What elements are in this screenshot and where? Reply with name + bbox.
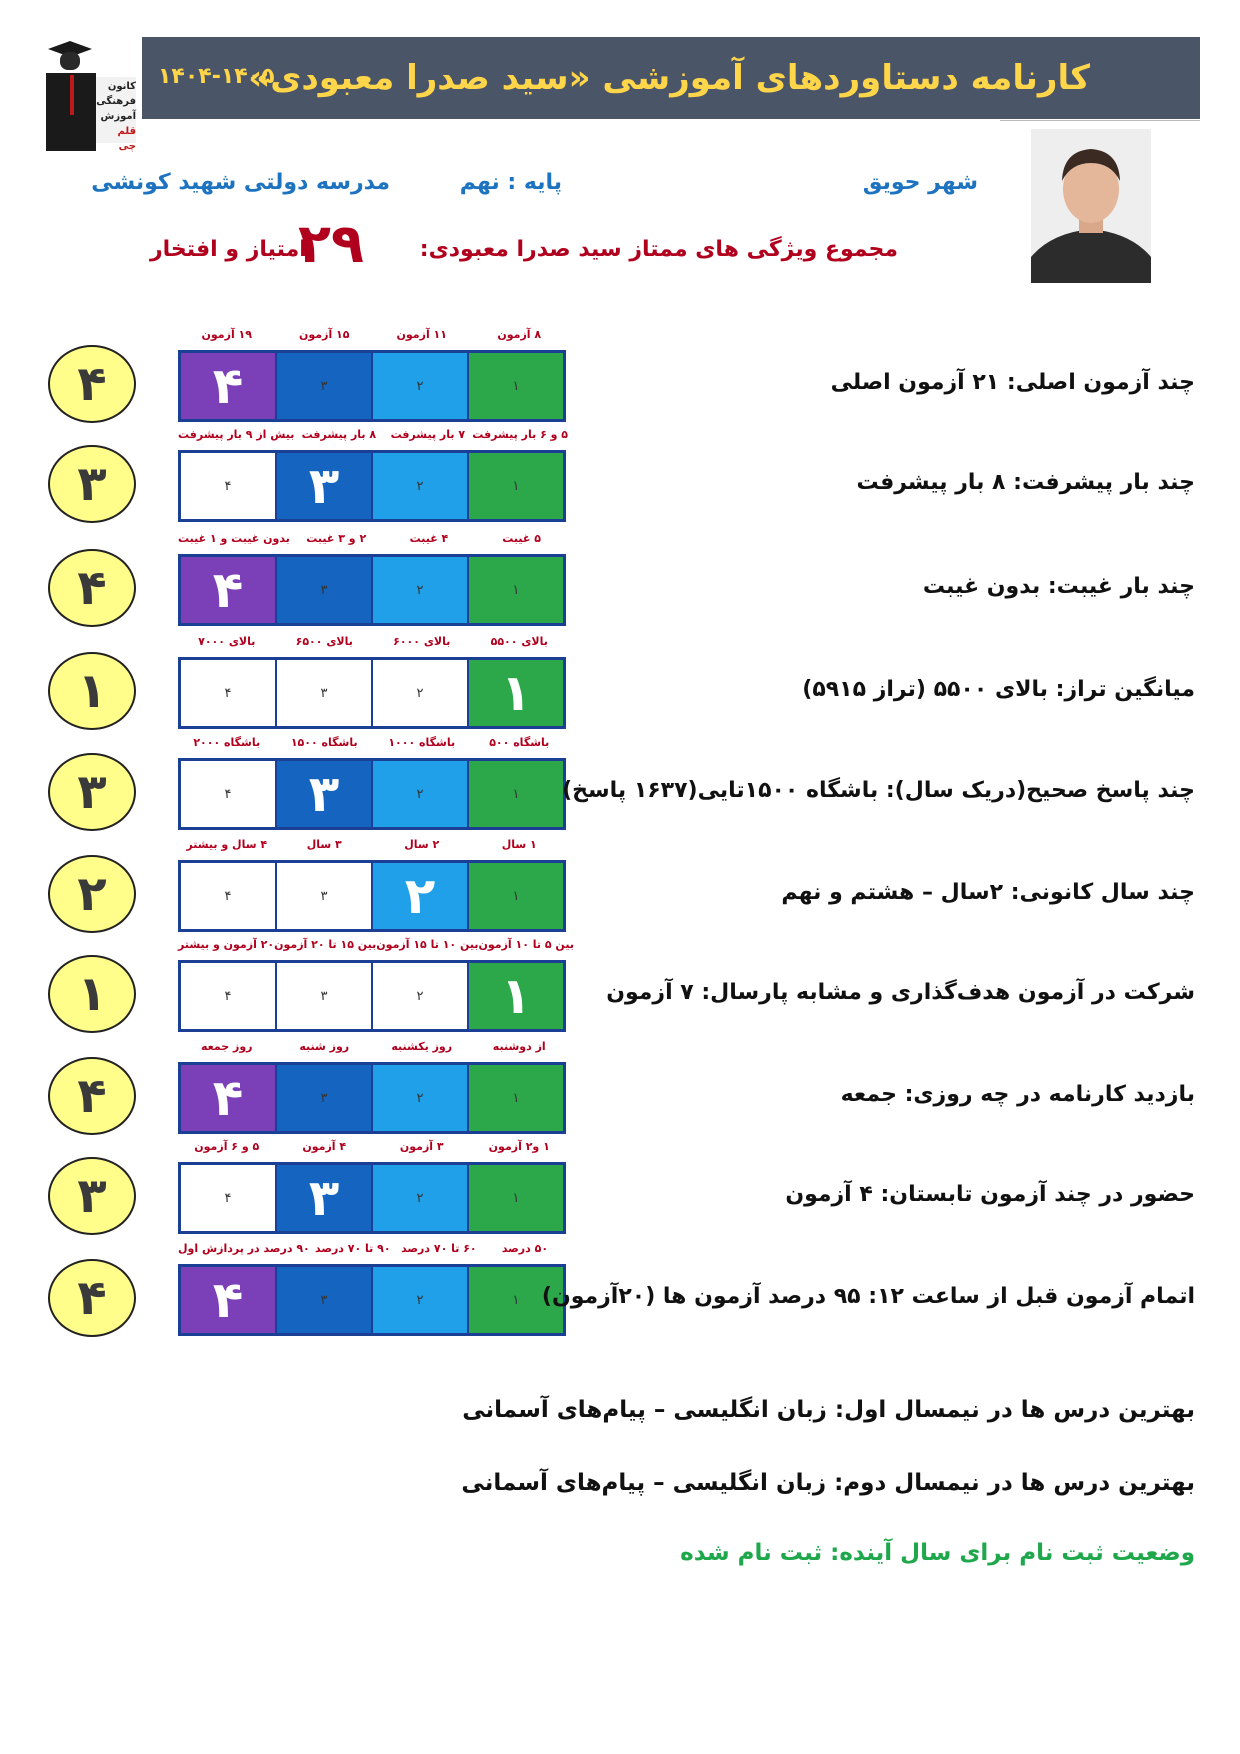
level-cell: ۳: [277, 1065, 371, 1131]
level-label: بالای ۶۵۰۰: [295, 635, 353, 648]
level-cell: ۴: [181, 1165, 275, 1231]
level-cells: [178, 1264, 566, 1336]
level-scale: [178, 532, 568, 619]
city: شهر حویق: [862, 170, 978, 195]
level-labels: [178, 1140, 568, 1160]
student-portrait-icon: [1031, 129, 1151, 283]
level-cells: [178, 350, 566, 422]
grade: پایه : نهم: [459, 170, 562, 195]
level-cell: ۳: [277, 1267, 371, 1333]
best-subjects-first-term: بهترین درس ها در نیمسال اول: زبان انگلیسی – پیام‌های آسمانی: [462, 1397, 1195, 1423]
level-labels: [178, 838, 568, 858]
level-cell: ۲: [373, 761, 467, 827]
criterion-row: [0, 1040, 1240, 1140]
level-cell: ۴: [181, 963, 275, 1029]
level-cell: ۲: [373, 1165, 467, 1231]
row-score-circle: ۴: [48, 549, 136, 627]
level-cell: ۱: [469, 557, 563, 623]
level-cell: ۴: [181, 660, 275, 726]
criterion-statement: چند بار غیبت: بدون غیبت: [922, 574, 1195, 599]
level-cell: ۳: [277, 660, 371, 726]
page-title: کارنامه دستاوردهای آموزشی «سید صدرا معبودی»: [248, 58, 1090, 98]
level-scale: [178, 328, 568, 415]
level-cell: ۲: [373, 1065, 467, 1131]
level-label: از دوشنبه: [492, 1040, 546, 1053]
level-label: ۱۱ آزمون: [396, 328, 447, 341]
level-label: ۴ آزمون: [302, 1140, 347, 1153]
level-cells: [178, 1062, 566, 1134]
header-divider: [1000, 120, 1200, 121]
level-cell: ۱: [469, 1165, 563, 1231]
level-label: باشگاه ۱۰۰۰: [388, 736, 456, 749]
level-cell-selected: ۳: [277, 453, 371, 519]
level-cells: [178, 960, 566, 1032]
level-label: روز شنبه: [299, 1040, 350, 1053]
level-labels: [178, 1242, 568, 1262]
criterion-row: [0, 1140, 1240, 1240]
level-labels: [178, 532, 568, 552]
level-label: روز جمعه: [200, 1040, 253, 1053]
level-label: ۳ سال: [306, 838, 342, 851]
logo-text-line: قلم چی: [117, 126, 136, 152]
level-cell: ۱: [469, 863, 563, 929]
level-cells: [178, 860, 566, 932]
level-cell: ۳: [277, 557, 371, 623]
level-label: ۹۰ تا ۷۰ درصد: [314, 1242, 391, 1255]
criterion-row: [0, 1242, 1240, 1342]
level-labels: [178, 428, 568, 448]
level-cell: ۲: [373, 660, 467, 726]
level-cell-selected: ۱: [469, 660, 563, 726]
level-cell: ۲: [373, 1267, 467, 1333]
sum-label: مجموع ویژگی های ممتاز سید صدرا معبودی:: [419, 237, 898, 262]
row-score-circle: ۱: [48, 652, 136, 730]
criterion-row: [0, 428, 1240, 528]
level-cell: ۲: [373, 453, 467, 519]
level-label: ۹۰ درصد در پردازش اول: [178, 1242, 310, 1255]
criterion-statement: اتمام آزمون قبل از ساعت ۱۲: ۹۵ درصد آزمون ها (۲۰آزمون): [541, 1284, 1195, 1309]
level-label: بین ۱۰ تا ۱۵ آزمون: [376, 938, 479, 951]
level-cell: ۱: [469, 353, 563, 419]
total-score: ۲۹: [298, 212, 364, 275]
level-label: ۲ و ۳ غیبت: [306, 532, 367, 545]
level-cells: [178, 450, 566, 522]
level-cell: ۴: [181, 863, 275, 929]
level-scale: [178, 635, 568, 722]
row-score-circle: ۱: [48, 955, 136, 1033]
level-cell-selected: ۴: [181, 557, 275, 623]
criterion-row: [0, 736, 1240, 836]
level-label: ۸ بار پیشرفت: [301, 428, 377, 441]
criterion-statement: بازدید کارنامه در چه روزی: جمعه: [840, 1082, 1195, 1107]
score-label: امتیاز و افتخار: [150, 237, 307, 262]
level-scale: [178, 1140, 568, 1227]
criterion-statement: حضور در چند آزمون تابستان: ۴ آزمون: [785, 1182, 1195, 1207]
level-cell: ۳: [277, 353, 371, 419]
level-cell-selected: ۳: [277, 1165, 371, 1231]
level-cell: ۳: [277, 863, 371, 929]
criterion-row: [0, 938, 1240, 1038]
level-labels: [178, 736, 568, 756]
level-cell: ۲: [373, 963, 467, 1029]
level-cell-selected: ۴: [181, 1267, 275, 1333]
criterion-statement: چند بار پیشرفت: ۸ بار پیشرفت: [856, 470, 1195, 495]
level-cell: ۴: [181, 761, 275, 827]
level-label: ۱ سال: [501, 838, 537, 851]
row-score-circle: ۴: [48, 1057, 136, 1135]
level-cells: [178, 1162, 566, 1234]
level-cell: ۴: [181, 453, 275, 519]
level-scale: [178, 1040, 568, 1127]
criterion-statement: چند پاسخ صحیح(دریک سال): باشگاه ۱۵۰۰تایی(۱۶۳۷ پاسخ): [562, 778, 1195, 803]
level-cell-selected: ۳: [277, 761, 371, 827]
level-label: بالای ۷۰۰۰: [198, 635, 256, 648]
registration-status: وضعیت ثبت نام برای سال آینده: ثبت نام شده: [680, 1540, 1195, 1566]
logo-text-line: آموزش: [100, 111, 136, 122]
level-label: بدون غیبت و ۱ غیبت: [178, 532, 290, 545]
level-cell: ۱: [469, 761, 563, 827]
level-scale: [178, 1242, 568, 1329]
level-label: ۵ و ۶ بار پیشرفت: [472, 428, 568, 441]
criterion-statement: چند سال کانونی: ۲سال – هشتم و نهم: [781, 880, 1195, 905]
level-label: ۶۰ تا ۷۰ درصد: [401, 1242, 477, 1255]
row-score-circle: ۳: [48, 1157, 136, 1235]
level-label: ۱۹ آزمون: [201, 328, 252, 341]
student-photo: [1031, 129, 1151, 283]
level-label: بالای ۵۵۰۰: [490, 635, 548, 648]
criterion-row: [0, 635, 1240, 735]
level-label: باشگاه ۲۰۰۰: [193, 736, 261, 749]
criterion-row: [0, 838, 1240, 938]
level-label: ۱ و۲ آزمون: [488, 1140, 550, 1153]
level-label: ۲ سال: [404, 838, 440, 851]
level-label: ۷ بار پیشرفت: [390, 428, 466, 441]
level-label: ۲۰ آزمون و بیشتر: [178, 938, 275, 951]
level-scale: [178, 938, 574, 1025]
criterion-statement: شرکت در آزمون هدف‌گذاری و مشابه پارسال: ۷ آزمون: [606, 980, 1195, 1005]
level-scale: [178, 838, 568, 925]
academic-year: ۱۴۰۴-۱۴۰۵: [158, 64, 275, 89]
level-cell-selected: ۴: [181, 1065, 275, 1131]
level-label: بین ۱۵ تا ۲۰ آزمون: [274, 938, 377, 951]
criterion-row: [0, 532, 1240, 632]
level-cell: ۱: [469, 1065, 563, 1131]
level-cell: ۳: [277, 963, 371, 1029]
row-score-circle: ۳: [48, 753, 136, 831]
level-cell-selected: ۱: [469, 963, 563, 1029]
kanoon-logo: [40, 37, 140, 155]
best-subjects-second-term: بهترین درس ها در نیمسال دوم: زبان انگلیسی – پیام‌های آسمانی: [461, 1470, 1195, 1496]
row-score-circle: ۲: [48, 855, 136, 933]
criterion-statement: چند آزمون اصلی: ۲۱ آزمون اصلی: [830, 370, 1195, 395]
level-label: ۵ و ۶ آزمون: [194, 1140, 260, 1153]
row-score-circle: ۴: [48, 345, 136, 423]
level-label: بین ۵ تا ۱۰ آزمون: [478, 938, 574, 951]
level-label: ۱۵ آزمون: [299, 328, 350, 341]
level-cells: [178, 758, 566, 830]
logo-text-line: فرهنگی: [96, 96, 136, 107]
criterion-row: [0, 328, 1240, 428]
level-scale: [178, 428, 568, 515]
level-label: بیش از ۹ بار پیشرفت: [178, 428, 295, 441]
criterion-statement: میانگین تراز: بالای ۵۵۰۰ (تراز ۵۹۱۵): [802, 677, 1195, 702]
level-cell: ۲: [373, 557, 467, 623]
level-labels: [178, 328, 568, 348]
level-labels: [178, 938, 574, 958]
level-scale: [178, 736, 568, 823]
level-label: باشگاه ۱۵۰۰: [290, 736, 358, 749]
level-label: ۳ آزمون: [399, 1140, 444, 1153]
level-cell-selected: ۴: [181, 353, 275, 419]
level-cell: ۲: [373, 353, 467, 419]
level-cells: [178, 657, 566, 729]
logo-text-line: کانون: [107, 81, 136, 92]
level-label: ۵ غیبت: [502, 532, 541, 545]
level-label: ۴ غیبت: [409, 532, 449, 545]
level-cell-selected: ۲: [373, 863, 467, 929]
row-score-circle: ۳: [48, 445, 136, 523]
level-cell: ۱: [469, 453, 563, 519]
level-label: ۴ سال و بیشتر: [186, 838, 268, 851]
level-label: بالای ۶۰۰۰: [393, 635, 451, 648]
level-cell: ۱: [469, 1267, 563, 1333]
level-label: باشگاه ۵۰۰: [489, 736, 550, 749]
level-label: روز یکشنبه: [391, 1040, 453, 1053]
row-score-circle: ۴: [48, 1259, 136, 1337]
level-labels: [178, 635, 568, 655]
level-cells: [178, 554, 566, 626]
level-labels: [178, 1040, 568, 1060]
school-name: مدرسه دولتی شهید کونشی: [91, 170, 390, 195]
level-label: ۵۰ درصد: [501, 1242, 549, 1255]
level-label: ۸ آزمون: [497, 328, 542, 341]
